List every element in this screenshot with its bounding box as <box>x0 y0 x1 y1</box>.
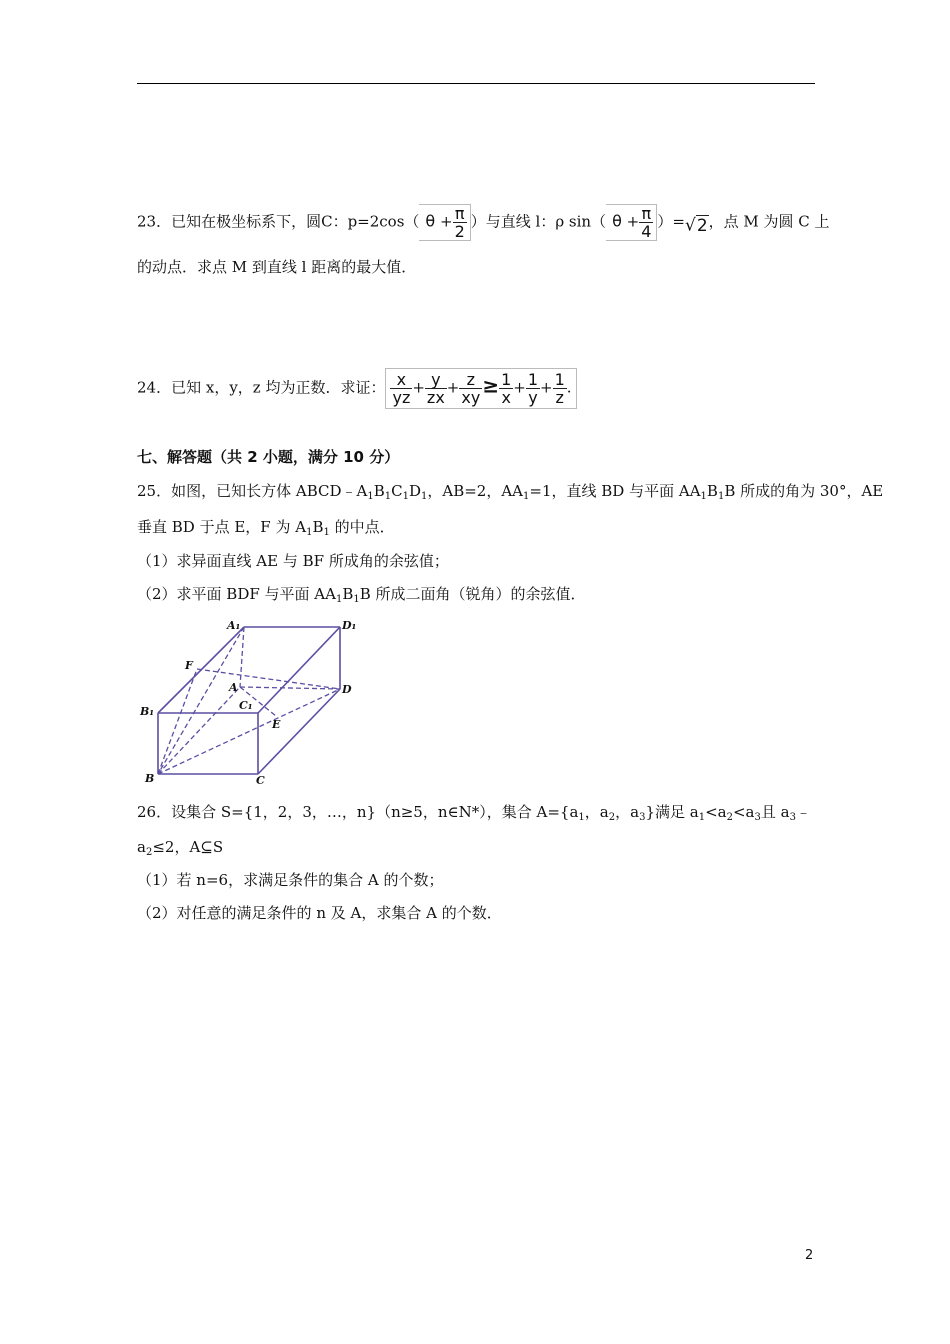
q23-text-eq: ）= <box>657 212 685 231</box>
line-F-D <box>197 669 340 689</box>
q26-part2: （2）对任意的满足条件的 n 及 A，求集合 A 的个数． <box>137 904 502 922</box>
q23-formula-1: θ + $\frac{\pi}{2}$ <box>419 204 470 241</box>
q24-text: 已知 x，y，z 均为正数．求证： <box>171 378 386 397</box>
frac-1-z: $\frac{1}{z}$ <box>554 370 565 407</box>
edge-D1-C1 <box>258 627 340 713</box>
frac-y-zx: $\frac{y}{zx}$ <box>426 370 445 407</box>
q25-line2: 垂直 BD 于点 E，F 为 $A_1B_1$ 的中点． <box>137 518 395 538</box>
label-C: C <box>256 774 265 787</box>
q24-line <box>137 368 577 409</box>
frac-z-xy: $\frac{z}{xy}$ <box>461 370 481 407</box>
frac-x-yz: $\frac{x}{yz}$ <box>392 370 411 407</box>
label-C1: C₁ <box>239 699 253 712</box>
q24-formula: $\frac{x}{yz}$ + $\frac{y}{zx}$ + $\frac{z}{xy}$ ≥ $\frac{1}{x}$ + $\frac{1}{y}$ + $\frac{1}{z}$ . <box>385 368 576 409</box>
q26-line1: 26．设集合 S={1，2，3，…，n}（n≥5，n∈N*），集合 $A=\{a_1$，$a_2$，$a_3$}满足 $a_1<a_2<a_3$且 $a_3﹣$ <box>137 803 811 823</box>
label-D1: D₁ <box>342 619 357 632</box>
q23-line2: 的动点．求点 M 到直线 l 距离的最大值． <box>137 258 417 276</box>
label-A1: A₁ <box>227 619 241 632</box>
q25-part1: （1）求异面直线 AE 与 BF 所成角的余弦值； <box>137 552 449 570</box>
q23-formula-2: θ + $\frac{\pi}{4}$ <box>606 204 657 241</box>
q26-part1: （1）若 n=6，求满足条件的集合 A 的个数； <box>137 871 444 889</box>
q25-part2: （2）求平面 BDF 与平面 $AA_1B_1B$ 所成二面角（锐角）的余弦值． <box>137 585 586 605</box>
label-F: F <box>185 659 193 672</box>
q23-text-post: ，点 M 为圆 C 上 <box>708 212 830 231</box>
label-E: E <box>272 718 281 731</box>
frac-1-x: $\frac{1}{x}$ <box>501 370 512 407</box>
q25-line1: 25．如图，已知长方体 $ABCD﹣A_1B_1C_1D_1$，AB=2，$AA_1=1$，直线 BD 与平面 $AA_1B_1B$ 所成的角为 30°，AE <box>137 482 884 502</box>
cuboid-figure <box>135 612 370 787</box>
q23-sqrt: √2 <box>684 215 708 236</box>
label-B1: B₁ <box>140 705 155 718</box>
label-B: B <box>145 772 155 785</box>
section-heading: 七、解答题（共 2 小题，满分 10 分） <box>137 448 400 466</box>
frac-1-y: $\frac{1}{y}$ <box>527 370 539 407</box>
q23-number: 23． <box>137 212 172 231</box>
header-rule <box>137 83 815 84</box>
q23-text-pre: 已知在极坐标系下，圆C：p=2cos（ <box>171 212 420 231</box>
page-number: 2 <box>805 1248 814 1263</box>
label-A: A <box>229 681 238 694</box>
label-D: D <box>342 683 352 696</box>
q23-line1 <box>137 204 830 241</box>
q23-text-mid: ）与直线 l：ρ sin（ <box>470 212 607 231</box>
q26-line2: $a_2\le 2$，A⊆S <box>137 838 224 858</box>
q24-number: 24． <box>137 378 172 397</box>
edge-C-D <box>258 689 340 774</box>
edge-A1-A <box>240 627 244 687</box>
